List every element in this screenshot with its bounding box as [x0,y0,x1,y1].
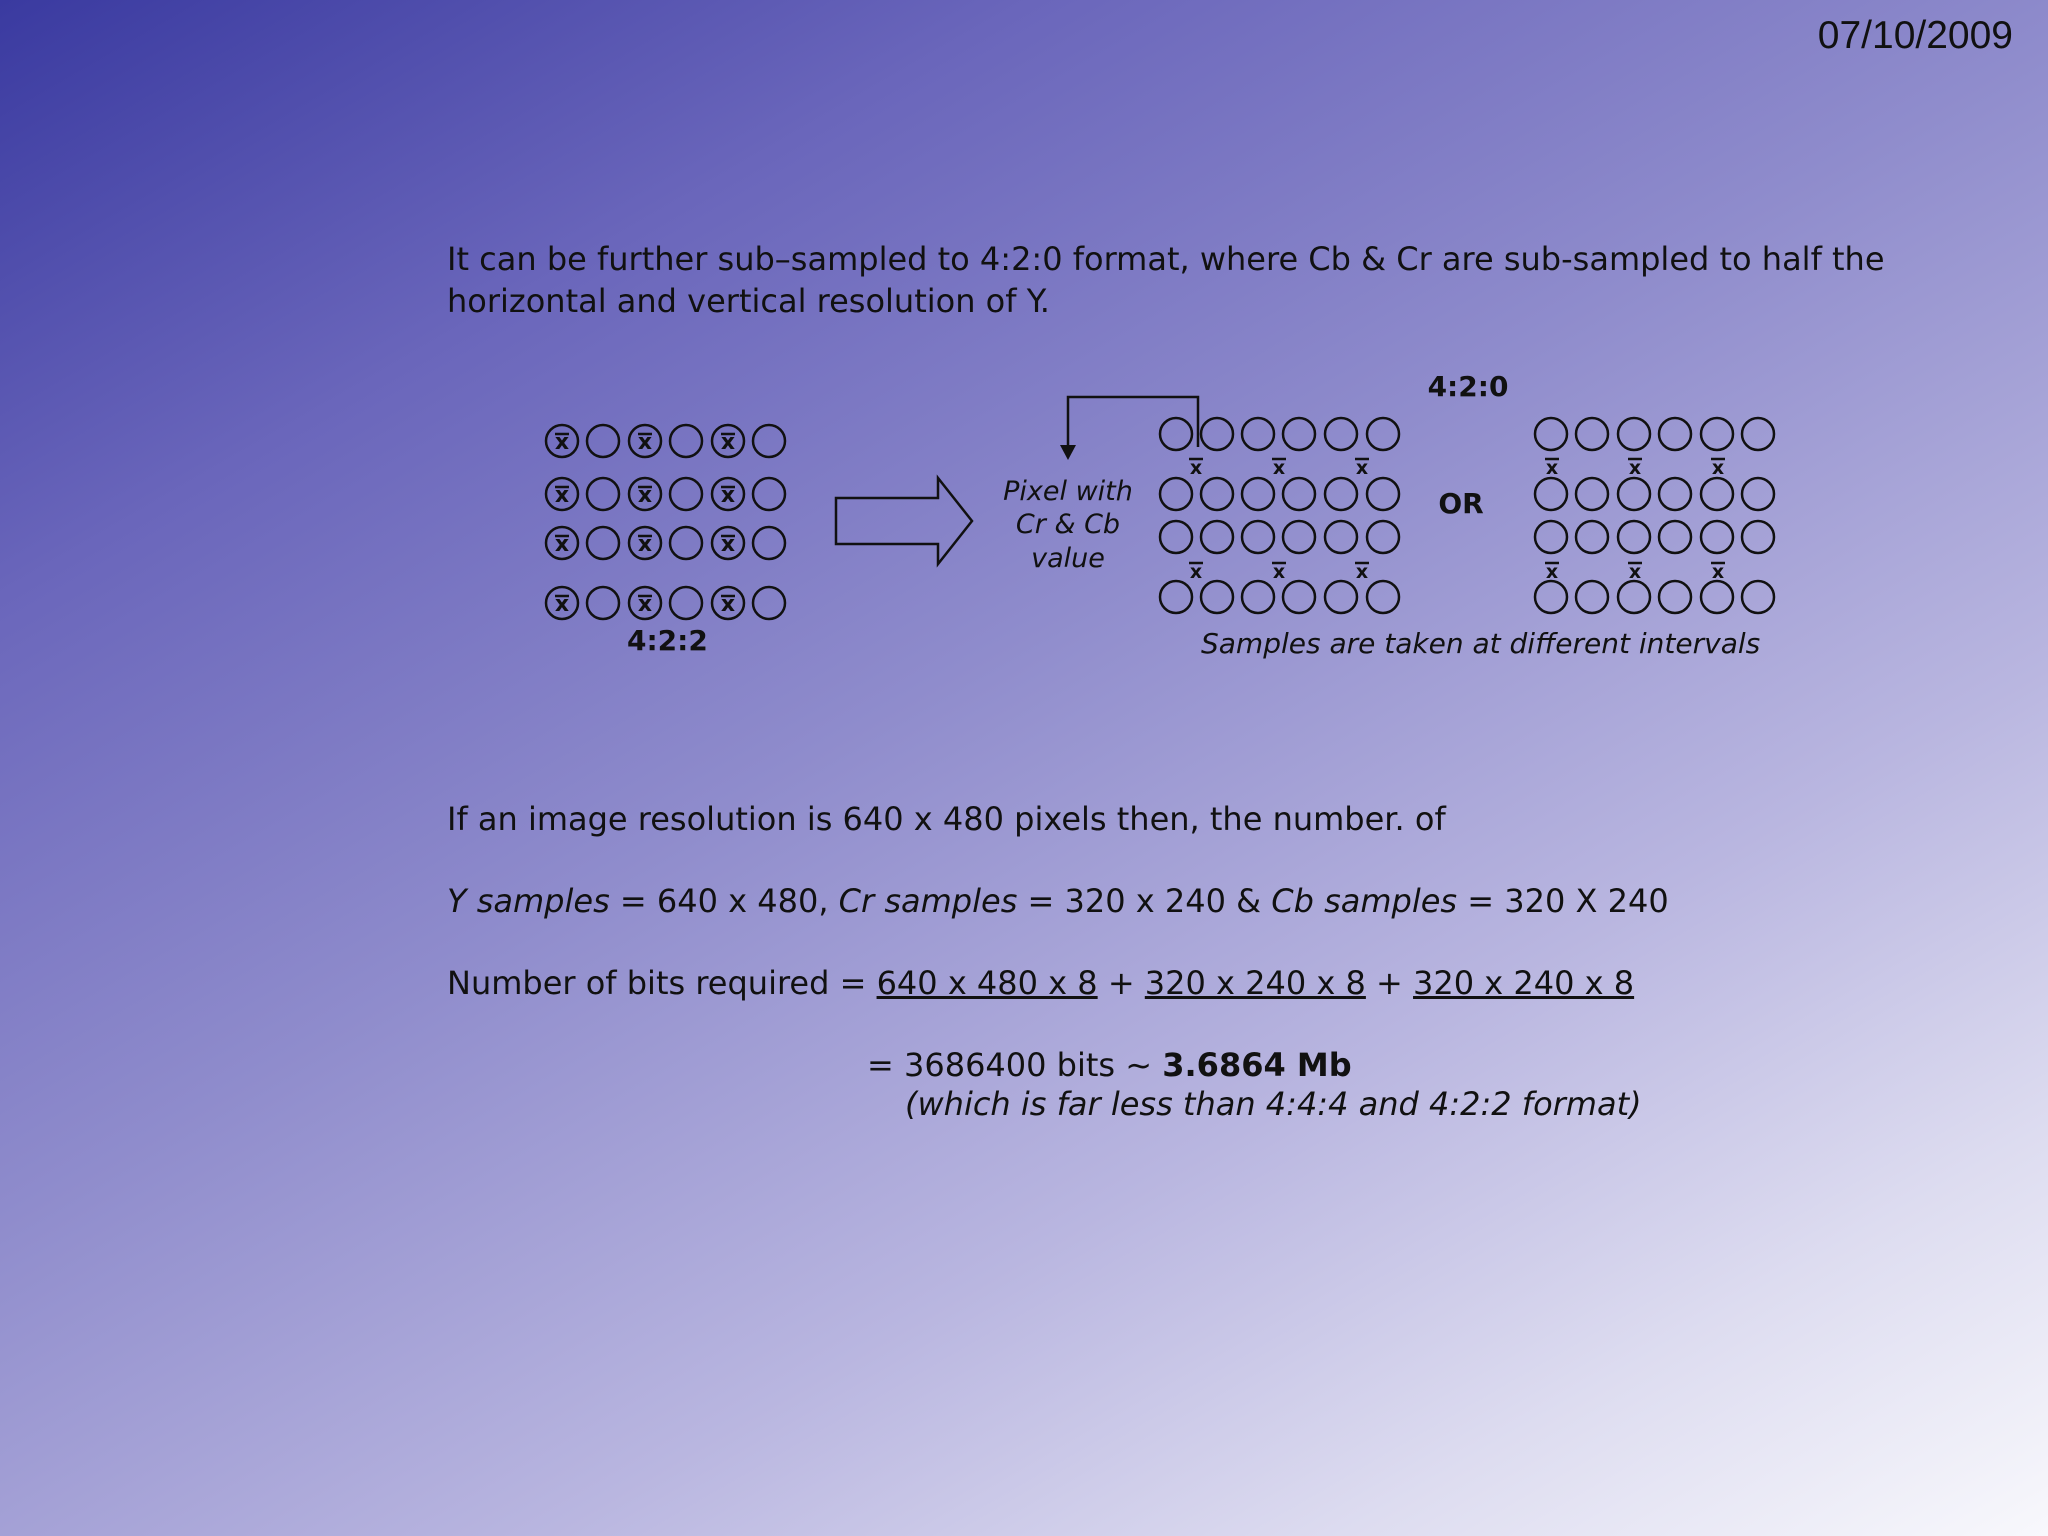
chroma-sample-mark: x [637,592,653,617]
pixel-circle [1742,418,1774,450]
pixel-circle [1201,521,1233,553]
pixel-circle [1659,418,1691,450]
chroma-sample-mark: x [720,592,736,617]
bits-term-y: 640 x 480 x 8 [876,964,1098,1002]
pixel-circle [1283,521,1315,553]
pixel-circle [1701,521,1733,553]
pixel-circle [1618,521,1650,553]
pixel-circle [1160,581,1192,613]
pixel-circle [1618,478,1650,510]
label-420: 4:2:0 [1427,370,1509,403]
pixel-label-line-1: Pixel with [1003,476,1133,507]
chroma-sample-mark: x [554,592,570,617]
y-samples-label: Y samples [447,882,610,920]
cb-samples-label: Cb samples [1271,882,1458,920]
pointer-arrow-icon [1060,445,1076,460]
chroma-sample-mark: x [720,483,736,508]
pointer-line [1068,397,1198,452]
pixel-circle [1283,478,1315,510]
chroma-sample-mark: x [554,483,570,508]
pixel-circle [587,527,619,559]
chroma-sample-mark: x [720,532,736,557]
calc-line-result [867,1046,1352,1084]
chroma-sample-mark: x [1355,457,1369,479]
pixel-circle [1659,478,1691,510]
pixel-circle [1618,581,1650,613]
pixel-circle [1742,581,1774,613]
chroma-sample-mark: x [554,430,570,455]
calc-line-bits [447,964,1634,1002]
chroma-sample-mark: x [1711,561,1725,583]
pixel-circle [753,425,785,457]
comparison-note: (which is far less than 4:4:4 and 4:2:2 format) [905,1085,1642,1123]
cr-samples-value: = 320 x 240 & [1017,882,1272,920]
chroma-sample-mark: x [1272,561,1286,583]
y-samples-value: = 640 x 480, [609,882,839,920]
pixel-circle [1325,418,1357,450]
chroma-sample-mark: x [637,430,653,455]
pixel-circle [670,425,702,457]
chroma-sample-mark: x [1545,561,1559,583]
result-value: 3.6864 Mb [1162,1046,1352,1084]
chroma-sample-mark: x [1355,561,1369,583]
pixel-circle [670,527,702,559]
pixel-circle [1242,418,1274,450]
pixel-circle [1325,581,1357,613]
pixel-circle [1535,418,1567,450]
plus-2: + [1365,964,1414,1002]
pixel-circle [1242,521,1274,553]
pixel-circle [1201,418,1233,450]
chroma-sample-mark: x [1272,457,1286,479]
pixel-circle [1160,521,1192,553]
pixel-circle [1535,478,1567,510]
chroma-sample-mark: x [554,532,570,557]
pixel-circle [753,478,785,510]
cb-samples-value: = 320 X 240 [1457,882,1669,920]
pixel-circle [1283,418,1315,450]
chroma-sample-mark: x [1711,457,1725,479]
bits-prefix: Number of bits required = [447,964,877,1002]
chroma-sample-mark: x [1189,457,1203,479]
pixel-circle [753,587,785,619]
pixel-circle [1576,418,1608,450]
or-label: OR [1438,487,1484,520]
grid-420-option-a [1160,418,1399,613]
chroma-sample-mark: x [720,430,736,455]
pixel-circle [1242,478,1274,510]
pixel-circle [587,587,619,619]
cr-samples-label: Cr samples [838,882,1018,920]
pixel-label-line-3: value [1031,543,1105,574]
result-prefix: = 3686400 bits ~ [867,1046,1163,1084]
pixel-circle [1535,521,1567,553]
pixel-circle [1701,418,1733,450]
slide-date: 07/10/2009 [1817,14,2013,57]
bits-term-cb: 320 x 240 x 8 [1413,964,1635,1002]
pixel-circle [1242,581,1274,613]
pixel-circle [1367,478,1399,510]
pixel-circle [1367,581,1399,613]
pixel-label-line-2: Cr & Cb [1015,509,1121,540]
pixel-circle [1283,581,1315,613]
pixel-circle [1742,478,1774,510]
pixel-circle [587,425,619,457]
pixel-circle [1325,478,1357,510]
intro-text: It can be further sub–sampled to 4:2:0 format, where Cb & Cr are sub-sampled to half the horizontal and vertical resolution of Y. [447,240,1885,320]
chroma-sample-mark: x [1628,561,1642,583]
pixel-circle [1576,581,1608,613]
chroma-sample-mark: x [637,483,653,508]
label-422: 4:2:2 [627,624,708,657]
pixel-circle [1160,418,1192,450]
chroma-sample-mark: x [1628,457,1642,479]
pixel-circle [1576,478,1608,510]
pixel-circle [1201,478,1233,510]
grid-422 [546,425,785,619]
chroma-sample-mark: x [1545,457,1559,479]
pixel-circle [1367,418,1399,450]
bits-term-cr: 320 x 240 x 8 [1144,964,1366,1002]
plus-1: + [1097,964,1145,1002]
pixel-circle [1201,581,1233,613]
pixel-circle [1325,521,1357,553]
pixel-circle [753,527,785,559]
pixel-circle [1535,581,1567,613]
chroma-sample-mark: x [1189,561,1203,583]
samples-caption: Samples are taken at different intervals [1201,627,1761,660]
pixel-circle [1701,581,1733,613]
calc-line-resolution: If an image resolution is 640 x 480 pixels then, the number. of [447,800,1446,838]
pixel-circle [670,478,702,510]
pixel-circle [1742,521,1774,553]
pixel-circle [1701,478,1733,510]
chroma-sample-mark: x [637,532,653,557]
pixel-circle [1160,478,1192,510]
pixel-circle [670,587,702,619]
pixel-circle [1659,581,1691,613]
pixel-circle [1659,521,1691,553]
pixel-circle [1618,418,1650,450]
pixel-circle [587,478,619,510]
pixel-circle [1576,521,1608,553]
pixel-circle [1367,521,1399,553]
right-arrow-icon [836,478,972,564]
grid-420-option-b [1535,418,1774,613]
calc-line-samples [447,882,1669,920]
